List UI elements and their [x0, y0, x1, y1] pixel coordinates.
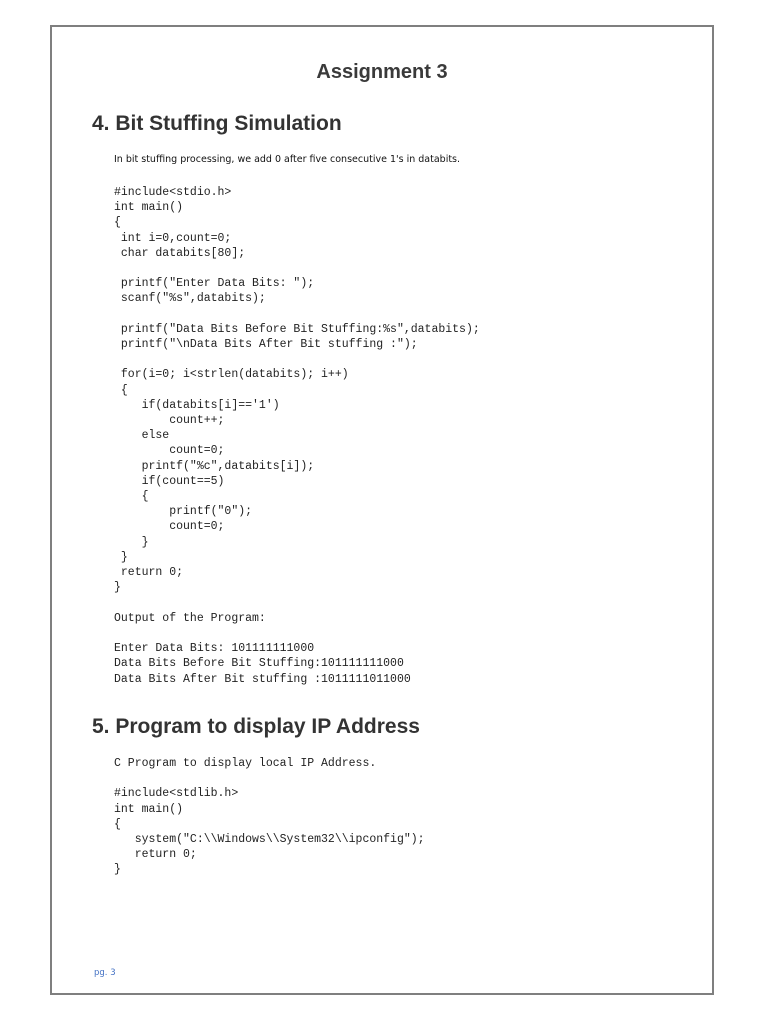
document-page: [50, 25, 714, 995]
page-title: Assignment 3: [316, 61, 448, 83]
section-heading-ip-address: 5. Program to display IP Address: [92, 715, 420, 738]
code-block-ip-address: C Program to display local IP Address. #include<stdlib.h> int main() { system("C:\\Windows\\System32\\ipconfig"); return 0; }: [114, 757, 425, 877]
page-number: pg. 3: [94, 968, 116, 978]
section-heading-bit-stuffing: 4. Bit Stuffing Simulation: [92, 112, 342, 135]
section-intro-text: In bit stuffing processing, we add 0 after five consecutive 1's in databits.: [114, 154, 461, 165]
code-block-bit-stuffing: #include<stdio.h> int main() { int i=0,count=0; char databits[80]; printf("Enter Data Bits: "); scanf("%s",databits); printf("Data Bits Before Bit Stuffing:%s",databits); printf("\nData Bits After Bit stuffing :"); for(i=0; i<strlen(databits); i++) { if(databits[i]=='1') count++; else count=0; printf("%c",databits[i]); if(count==5) { printf("0"); count=0; } } return 0; } Output of the Program: Enter Data Bits: 101111111000 Data Bits Before Bit Stuffing:101111111000 Data Bits After Bit stuffing :1011111011000: [114, 186, 480, 686]
